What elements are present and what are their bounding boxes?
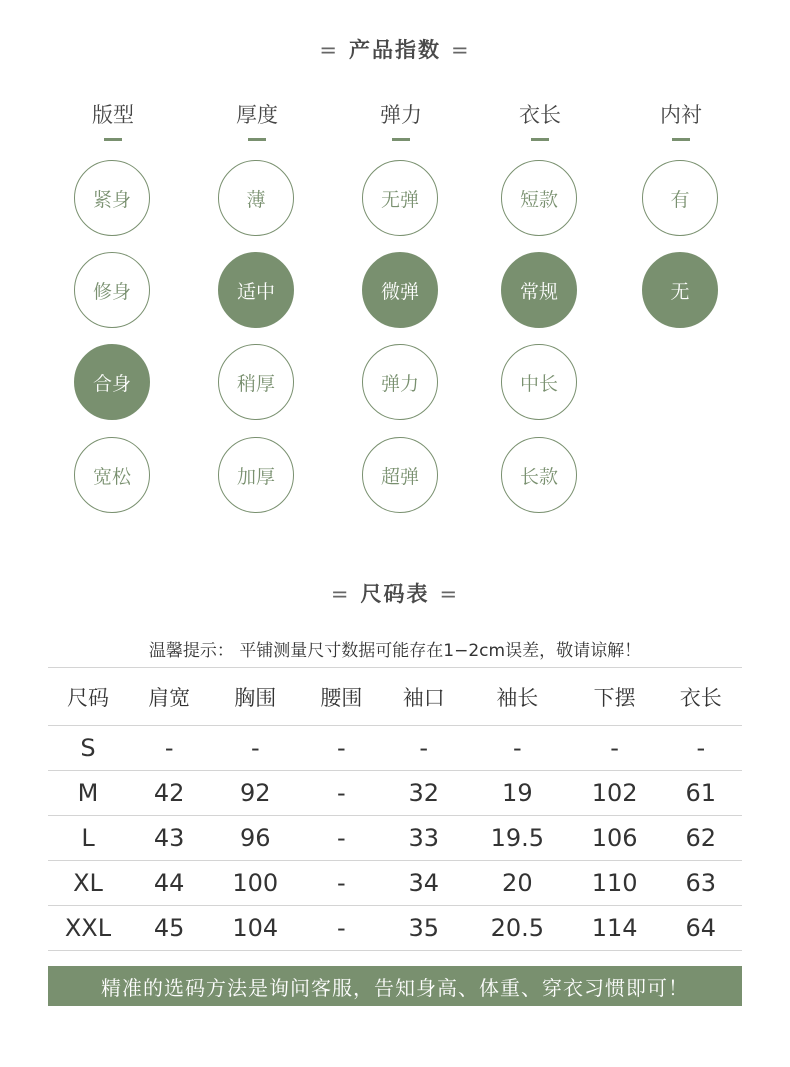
table-cell: 20.5 (465, 906, 570, 951)
table-cell: - (300, 726, 382, 771)
index-column-heading: 版型 (92, 103, 134, 127)
heading-underline (531, 138, 549, 141)
index-option-selected: 微弹 (362, 252, 438, 328)
table-cell: - (383, 726, 465, 771)
table-row (48, 861, 742, 906)
table-cell: - (128, 726, 210, 771)
index-option: 无弹 (362, 160, 438, 236)
table-cell: - (300, 771, 382, 816)
title-deco-right: = (451, 38, 471, 62)
heading-underline (104, 138, 122, 141)
table-row (48, 816, 742, 861)
table-cell: - (300, 861, 382, 906)
table-cell: - (210, 726, 300, 771)
index-column-4 (485, 100, 595, 488)
table-cell: - (660, 726, 742, 771)
measurement-note: 温馨提示： 平铺测量尺寸数据可能存在1−2cm误差，敬请谅解！ (148, 641, 642, 661)
product-index-title (0, 34, 790, 64)
table-cell: 34 (383, 861, 465, 906)
title-deco-left: = (319, 38, 339, 62)
table-cell: 19.5 (465, 816, 570, 861)
index-option-selected: 合身 (74, 344, 150, 420)
index-column-5 (626, 100, 736, 303)
table-cell: 43 (128, 816, 210, 861)
table-cell: 44 (128, 861, 210, 906)
table-cell: 62 (660, 816, 742, 861)
index-option: 超弹 (362, 437, 438, 513)
heading-underline (248, 138, 266, 141)
index-column-heading: 内衬 (660, 103, 702, 127)
table-cell: 33 (383, 816, 465, 861)
table-cell: - (300, 906, 382, 951)
index-column-heading: 衣长 (519, 103, 561, 127)
size-table-header-cell: 尺码 (48, 668, 128, 726)
size-table-header-cell: 袖长 (465, 668, 570, 726)
table-cell: 61 (660, 771, 742, 816)
table-cell: XXL (48, 906, 128, 951)
index-option-selected: 适中 (218, 252, 294, 328)
table-cell: 102 (570, 771, 660, 816)
index-option: 中长 (501, 344, 577, 420)
size-table (48, 667, 742, 951)
size-table-header-cell: 肩宽 (128, 668, 210, 726)
index-column-3 (346, 100, 456, 488)
table-cell: 42 (128, 771, 210, 816)
table-row (48, 906, 742, 951)
table-cell: 32 (383, 771, 465, 816)
index-option: 有 (642, 160, 718, 236)
index-option: 薄 (218, 160, 294, 236)
table-cell: 96 (210, 816, 300, 861)
title-deco-left: = (330, 582, 351, 606)
table-cell: 35 (383, 906, 465, 951)
table-cell: 104 (210, 906, 300, 951)
index-column-heading: 弹力 (380, 103, 422, 127)
table-cell: 92 (210, 771, 300, 816)
table-cell: M (48, 771, 128, 816)
index-option: 稍厚 (218, 344, 294, 420)
index-option: 短款 (501, 160, 577, 236)
table-cell: - (570, 726, 660, 771)
table-cell: 19 (465, 771, 570, 816)
footer-banner: 精准的选码方法是询问客服，告知身高、体重、穿衣习惯即可！ (48, 966, 742, 1006)
heading-underline (672, 138, 690, 141)
index-option-selected: 无 (642, 252, 718, 328)
size-table-header-cell: 衣长 (660, 668, 742, 726)
title-deco-right: = (439, 582, 460, 606)
size-chart-title (0, 578, 790, 608)
table-cell: - (300, 816, 382, 861)
table-cell: 20 (465, 861, 570, 906)
index-option: 加厚 (218, 437, 294, 513)
size-table-header-cell: 胸围 (210, 668, 300, 726)
table-cell: L (48, 816, 128, 861)
table-row (48, 726, 742, 771)
index-option: 宽松 (74, 437, 150, 513)
table-cell: 64 (660, 906, 742, 951)
size-table-header-cell: 腰围 (300, 668, 382, 726)
heading-underline (392, 138, 410, 141)
table-row (48, 771, 742, 816)
index-option: 弹力 (362, 344, 438, 420)
index-option-selected: 常规 (501, 252, 577, 328)
size-table-header-cell: 下摆 (570, 668, 660, 726)
index-option: 修身 (74, 252, 150, 328)
size-table-header-cell: 袖口 (383, 668, 465, 726)
index-column-2 (202, 100, 312, 488)
table-cell: 63 (660, 861, 742, 906)
product-index-title-text: 产品指数 (349, 38, 441, 62)
table-cell: 45 (128, 906, 210, 951)
table-cell: 110 (570, 861, 660, 906)
table-cell: 100 (210, 861, 300, 906)
index-option: 紧身 (74, 160, 150, 236)
table-cell: 106 (570, 816, 660, 861)
size-chart-title-text: 尺码表 (360, 582, 430, 606)
index-option: 长款 (501, 437, 577, 513)
table-cell: - (465, 726, 570, 771)
table-cell: 114 (570, 906, 660, 951)
index-column-1 (58, 100, 168, 488)
table-cell: S (48, 726, 128, 771)
size-table-header-row (48, 668, 742, 726)
index-column-heading: 厚度 (236, 103, 278, 127)
table-cell: XL (48, 861, 128, 906)
